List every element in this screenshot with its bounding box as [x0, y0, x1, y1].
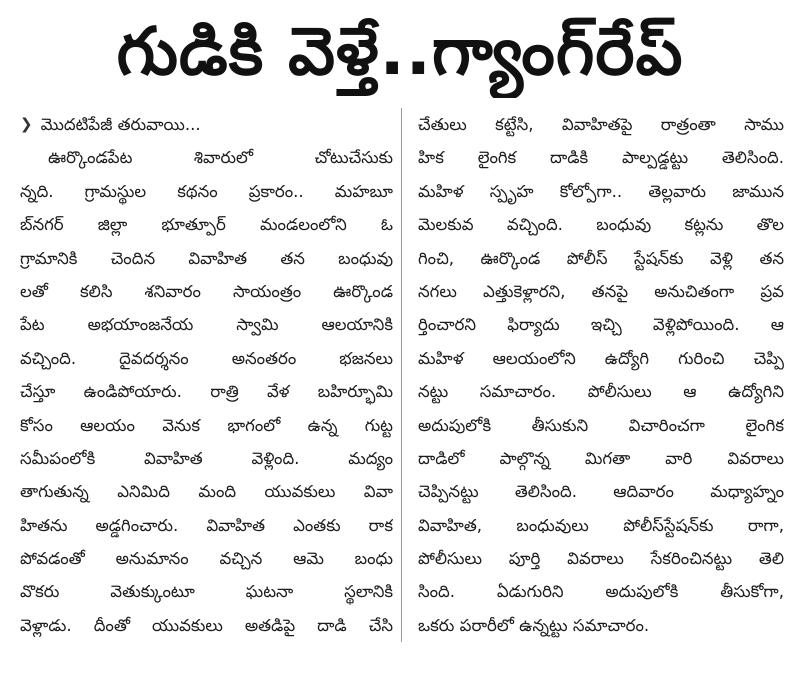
body-line: హిక లైంగిక దాడికి పాల్పడ్డట్టు తెలిసింది.	[418, 148, 784, 168]
body-line: బ్‌నగర్ జిల్లా భూత్పూర్ మండలంలోని ఓ	[20, 215, 393, 235]
body-line: నట్టు సమాచారం. పోలీసులు ఆ ఉద్యోగిని	[418, 382, 784, 402]
body-line: వచ్చింది. దైవదర్శనం అనంతరం భజనలు	[20, 348, 393, 368]
body-line: వొకరు వెతుక్కుంటూ ఘటనా స్థలానికి	[20, 582, 393, 602]
body-line: వెళ్లాడు. దీంతో యువకులు అతడిపై దాడి చేసి	[20, 615, 393, 635]
body-line: దాడిలో పాల్గొన్న మిగతా వారి వివరాలు	[418, 448, 784, 468]
article-body	[20, 108, 784, 642]
body-line: చేస్తూ ఉండిపోయారు. రాత్రి వేళ బహిర్భూమి	[20, 382, 393, 402]
right-column	[418, 108, 784, 642]
body-line: గించి, ఊర్కొండ పోలీస్ స్టేషన్‌కు వెళ్లి తన	[418, 248, 784, 268]
headline: గుడికి వెళ్తే..గ్యాంగ్‌రేప్	[116, 13, 684, 90]
kicker-text: మొదటిపేజీ తరువాయి...	[40, 115, 201, 134]
body-line: ఊర్కొండపేట శివారులో చోటుచేసుకు	[48, 148, 393, 168]
body-line: తాగుతున్న ఎనిమిది మంది యువకులు వివా	[20, 482, 393, 502]
body-line: మహిళ స్పృహ కోల్పోగా.. తెల్లవారు జామున	[418, 181, 784, 201]
body-line: చెప్పినట్టు తెలిసింది. ఆదివారం మధ్యాహ్నం	[418, 482, 784, 502]
body-line: మహిళ ఆలయంలోని ఉద్యోగి గురించి చెప్పి	[418, 348, 784, 368]
left-column	[20, 108, 402, 642]
body-line: హితను అడ్డగించారు. వివాహిత ఎంతకు రాక	[20, 515, 393, 535]
body-line: నగలు ఎత్తుకెళ్లారని, తనపై అనుచితంగా ప్రవ	[418, 281, 784, 301]
body-line: పోవడంతో అనుమానం వచ్చిన ఆమె బంధు	[20, 549, 393, 569]
body-line: ఒకరు పరారీలో ఉన్నట్టు సమాచారం.	[418, 615, 650, 635]
body-line: ర్తించారని ఫిర్యాదు ఇచ్చి వెళ్లిపోయింది. ఆ	[418, 315, 784, 335]
kicker	[20, 108, 393, 141]
body-line: సమీపంలోకి వివాహిత వెళ్లింది. మద్యం	[20, 448, 393, 468]
body-line: లతో కలిసి శనివారం సాయంత్రం ఊర్కొండ	[20, 281, 393, 301]
body-line: పోలీసులు పూర్తి వివరాలు సేకరించినట్టు తెలి	[418, 549, 784, 569]
body-line: గ్రామానికి చెందిన వివాహిత తన బంధువు	[20, 248, 393, 268]
body-line: పేట అభయాంజనేయ స్వామి ఆలయానికి	[20, 315, 393, 335]
body-line: చేతులు కట్టేసి, వివాహితపై రాత్రంతా సాము	[418, 115, 784, 134]
body-line: మెలకువ వచ్చింది. బంధువు కట్లను తొల	[418, 215, 784, 235]
body-line: వివాహిత, బంధువులు పోలీస్‌స్టేషన్‌కు రాగా,	[418, 515, 784, 535]
body-line: సింది. ఏడుగురిని అదుపులోకి తీసుకోగా,	[418, 582, 784, 602]
body-line: కోసం ఆలయం వెనుక భాగంలో ఉన్న గుట్ట	[20, 415, 393, 435]
body-line: అదుపులోకి తీసుకుని విచారించగా లైంగిక	[418, 415, 784, 435]
chevron-right-icon: ❯	[20, 115, 33, 133]
body-line: న్నది. గ్రామస్థుల కథనం ప్రకారం.. మహబూ	[20, 181, 393, 201]
